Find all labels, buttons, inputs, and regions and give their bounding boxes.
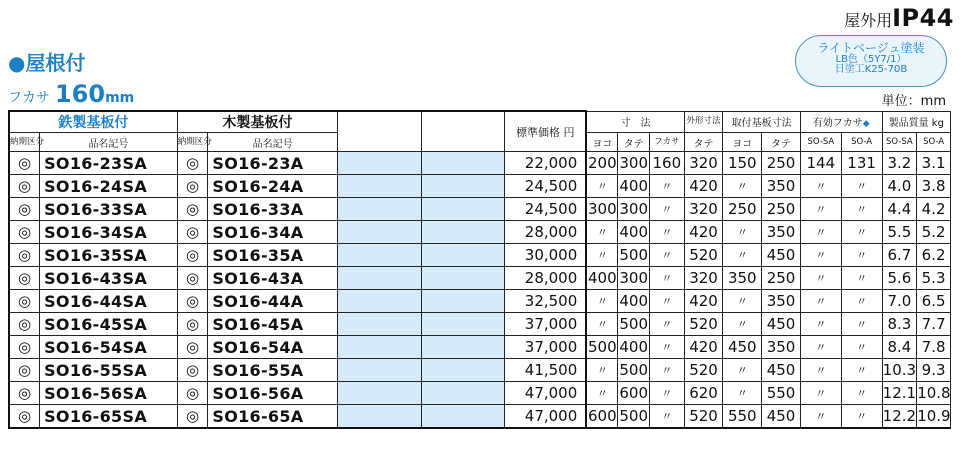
weight-sa-cell: 4.0 — [882, 175, 917, 198]
blank-cell — [421, 336, 505, 359]
mount-width-cell: 〃 — [723, 313, 762, 336]
mount-width-cell: 450 — [723, 336, 762, 359]
weight-a-cell: 10.8 — [917, 382, 951, 405]
height-cell: 300 — [618, 198, 650, 221]
price-cell: 37,000 — [505, 336, 587, 359]
eff-depth-a-cell: 〃 — [841, 313, 882, 336]
depth-cell: 〃 — [650, 267, 685, 290]
blank-cell — [421, 359, 505, 382]
eff-depth-sa-cell: 〃 — [800, 244, 841, 267]
height-cell: 600 — [618, 382, 650, 405]
sub-eff-sa: SO-SA — [800, 133, 841, 152]
depth-cell: 160 — [650, 152, 685, 175]
eff-depth-sa-cell: 〃 — [800, 382, 841, 405]
width-cell: 〃 — [586, 313, 618, 336]
eff-depth-sa-cell: 〃 — [800, 359, 841, 382]
weight-a-cell: 3.1 — [917, 152, 951, 175]
height-cell: 500 — [618, 405, 650, 429]
eff-depth-sa-cell: 〃 — [800, 267, 841, 290]
product-code-steel: SO16-44SA — [40, 290, 178, 313]
product-code-steel: SO16-24SA — [40, 175, 178, 198]
ctrl-steel-cell: ◎ — [9, 267, 40, 290]
price-cell: 30,000 — [505, 244, 587, 267]
product-code-steel: SO16-35SA — [40, 244, 178, 267]
price-cell: 47,000 — [505, 405, 587, 429]
ctrl-steel-cell: ◎ — [9, 198, 40, 221]
eff-depth-a-cell: 〃 — [841, 405, 882, 429]
table-row — [9, 221, 951, 244]
ctrl-wood-cell: ◎ — [177, 152, 208, 175]
badge-color-code: LB色（5Y7/1） — [835, 53, 907, 65]
weight-a-cell: 5.2 — [917, 221, 951, 244]
outer-height-cell: 420 — [684, 336, 723, 359]
header-row-1 — [9, 111, 951, 133]
height-cell: 500 — [618, 244, 650, 267]
product-code-steel: SO16-65SA — [40, 405, 178, 429]
mount-width-cell: 150 — [723, 152, 762, 175]
ctrl-steel-cell: ◎ — [9, 152, 40, 175]
ip-rating-header — [844, 4, 954, 32]
depth-cell: 〃 — [650, 221, 685, 244]
weight-sa-cell: 10.3 — [882, 359, 917, 382]
blank-cell — [337, 382, 421, 405]
ctrl-steel-cell: ◎ — [9, 221, 40, 244]
depth-value: 160 — [54, 80, 106, 108]
sub-fukasa: フカサ — [650, 133, 685, 152]
eff-depth-sa-cell: 〃 — [800, 198, 841, 221]
weight-a-cell: 7.8 — [917, 336, 951, 359]
blank-header-1 — [337, 111, 421, 152]
eff-depth-a-cell: 〃 — [841, 359, 882, 382]
mount-width-cell: 〃 — [723, 359, 762, 382]
ctrl-steel-cell: ◎ — [9, 244, 40, 267]
depth-cell: 〃 — [650, 290, 685, 313]
product-table — [8, 110, 951, 429]
blank-cell — [421, 382, 505, 405]
blank-cell — [421, 244, 505, 267]
weight-sa-cell: 8.4 — [882, 336, 917, 359]
price-cell: 47,000 — [505, 382, 587, 405]
outer-height-cell: 320 — [684, 152, 723, 175]
eff-depth-sa-cell: 〃 — [800, 405, 841, 429]
weight-a-cell: 6.5 — [917, 290, 951, 313]
ctrl-wood-cell: ◎ — [177, 336, 208, 359]
price-cell: 37,000 — [505, 313, 587, 336]
blank-cell — [421, 290, 505, 313]
width-cell: 600 — [586, 405, 618, 429]
blank-cell — [421, 313, 505, 336]
outer-height-cell: 420 — [684, 221, 723, 244]
depth-heading — [8, 80, 134, 108]
weight-sa-cell: 12.1 — [882, 382, 917, 405]
product-code-wood: SO16-34A — [208, 221, 338, 244]
sub-yoko: ヨコ — [586, 133, 618, 152]
weight-sa-cell: 8.3 — [882, 313, 917, 336]
ctrl-wood-cell: ◎ — [177, 405, 208, 429]
mount-height-cell: 450 — [762, 244, 801, 267]
price-cell: 24,500 — [505, 198, 587, 221]
diamond-icon: ◆ — [862, 119, 870, 130]
outer-height-cell: 520 — [684, 405, 723, 429]
unit-note: 単位：mm — [881, 94, 946, 109]
eff-depth-sa-cell: 〃 — [800, 336, 841, 359]
ctrl-steel-header: 納期区分 — [9, 133, 40, 152]
mount-width-cell: 〃 — [723, 290, 762, 313]
dims-header: 寸 法 — [586, 111, 684, 133]
blank-cell — [337, 405, 421, 429]
product-code-steel: SO16-34SA — [40, 221, 178, 244]
blank-cell — [421, 405, 505, 429]
blank-cell — [337, 336, 421, 359]
eff-depth-a-cell: 〃 — [841, 221, 882, 244]
depth-cell: 〃 — [650, 382, 685, 405]
mount-height-cell: 250 — [762, 198, 801, 221]
sub-eff-a: SO-A — [841, 133, 882, 152]
blank-cell — [337, 221, 421, 244]
product-code-wood: SO16-56A — [208, 382, 338, 405]
blank-cell — [337, 313, 421, 336]
ctrl-wood-cell: ◎ — [177, 267, 208, 290]
group-wood: 木製基板付 — [177, 111, 337, 133]
ip-rating: IP44 — [892, 4, 954, 32]
ctrl-wood-header: 納期区分 — [177, 133, 208, 152]
weight-sa-cell: 6.7 — [882, 244, 917, 267]
code-steel-header: 品名記号 — [40, 133, 178, 152]
product-code-steel: SO16-56SA — [40, 382, 178, 405]
product-code-wood: SO16-24A — [208, 175, 338, 198]
blank-cell — [337, 175, 421, 198]
product-code-steel: SO16-45SA — [40, 313, 178, 336]
depth-cell: 〃 — [650, 244, 685, 267]
eff-depth-a-cell: 〃 — [841, 198, 882, 221]
mount-width-cell: 250 — [723, 198, 762, 221]
ctrl-steel-cell: ◎ — [9, 175, 40, 198]
weight-sa-cell: 4.4 — [882, 198, 917, 221]
outer-height-cell: 320 — [684, 267, 723, 290]
mount-height-cell: 350 — [762, 175, 801, 198]
height-cell: 500 — [618, 313, 650, 336]
outer-height-cell: 420 — [684, 290, 723, 313]
group-steel: 鉄製基板付 — [9, 111, 177, 133]
price-header: 標準価格 円 — [505, 111, 587, 152]
sub-mount-yoko: ヨコ — [723, 133, 762, 152]
price-cell: 41,500 — [505, 359, 587, 382]
sub-weight-a: SO-A — [917, 133, 951, 152]
height-cell: 400 — [618, 290, 650, 313]
width-cell: 〃 — [586, 359, 618, 382]
product-code-steel: SO16-43SA — [40, 267, 178, 290]
height-cell: 400 — [618, 336, 650, 359]
ctrl-wood-cell: ◎ — [177, 359, 208, 382]
outer-dims-header: 外形寸法 — [684, 111, 723, 133]
weight-a-cell: 5.3 — [917, 267, 951, 290]
weight-a-cell: 10.9 — [917, 405, 951, 429]
eff-depth-a-cell: 〃 — [841, 175, 882, 198]
ctrl-wood-cell: ◎ — [177, 313, 208, 336]
weight-sa-cell: 7.0 — [882, 290, 917, 313]
eff-depth-a-cell: 〃 — [841, 382, 882, 405]
outer-height-cell: 520 — [684, 313, 723, 336]
eff-depth-sa-cell: 〃 — [800, 290, 841, 313]
eff-depth-sa-cell: 144 — [800, 152, 841, 175]
ctrl-wood-cell: ◎ — [177, 175, 208, 198]
ctrl-steel-cell: ◎ — [9, 336, 40, 359]
price-cell: 22,000 — [505, 152, 587, 175]
product-code-steel: SO16-54SA — [40, 336, 178, 359]
price-cell: 32,500 — [505, 290, 587, 313]
ctrl-steel-cell: ◎ — [9, 405, 40, 429]
blank-cell — [421, 267, 505, 290]
eff-depth-a-cell: 〃 — [841, 336, 882, 359]
depth-unit: mm — [105, 90, 135, 106]
mount-height-cell: 450 — [762, 313, 801, 336]
blank-cell — [337, 198, 421, 221]
blank-cell — [421, 175, 505, 198]
table-row — [9, 175, 951, 198]
price-cell: 28,000 — [505, 221, 587, 244]
product-code-wood: SO16-55A — [208, 359, 338, 382]
outer-height-cell: 520 — [684, 359, 723, 382]
width-cell: 400 — [586, 267, 618, 290]
mount-height-cell: 250 — [762, 152, 801, 175]
depth-cell: 〃 — [650, 175, 685, 198]
product-code-wood: SO16-33A — [208, 198, 338, 221]
mount-height-cell: 350 — [762, 290, 801, 313]
ctrl-wood-cell: ◎ — [177, 221, 208, 244]
width-cell: 200 — [586, 152, 618, 175]
mount-width-cell: 〃 — [723, 244, 762, 267]
blank-header-2 — [421, 111, 505, 152]
table-row — [9, 359, 951, 382]
width-cell: 300 — [586, 198, 618, 221]
weight-sa-cell: 5.6 — [882, 267, 917, 290]
depth-label: フカサ — [8, 90, 50, 106]
product-code-wood: SO16-35A — [208, 244, 338, 267]
mount-width-cell: 550 — [723, 405, 762, 429]
outer-height-cell: 420 — [684, 175, 723, 198]
badge-paint-code: 日塗工K25-70B — [834, 64, 908, 76]
mount-width-cell: 〃 — [723, 175, 762, 198]
eff-depth-a-cell: 131 — [841, 152, 882, 175]
color-badge — [795, 35, 947, 87]
table-row — [9, 290, 951, 313]
product-code-wood: SO16-45A — [208, 313, 338, 336]
height-cell: 400 — [618, 175, 650, 198]
blank-cell — [337, 267, 421, 290]
weight-sa-cell: 5.5 — [882, 221, 917, 244]
price-cell: 24,500 — [505, 175, 587, 198]
environment-label: 屋外用 — [844, 11, 893, 30]
ctrl-wood-cell: ◎ — [177, 198, 208, 221]
mount-height-cell: 450 — [762, 405, 801, 429]
ctrl-wood-cell: ◎ — [177, 244, 208, 267]
height-cell: 300 — [618, 267, 650, 290]
mount-height-cell: 550 — [762, 382, 801, 405]
product-code-wood: SO16-54A — [208, 336, 338, 359]
blank-cell — [421, 221, 505, 244]
weight-header: 製品質量 kg — [882, 111, 950, 133]
sub-outer-tate: タテ — [684, 133, 723, 152]
width-cell: 〃 — [586, 221, 618, 244]
weight-a-cell: 7.7 — [917, 313, 951, 336]
sub-mount-tate: タテ — [762, 133, 801, 152]
code-wood-header: 品名記号 — [208, 133, 338, 152]
ctrl-steel-cell: ◎ — [9, 313, 40, 336]
weight-a-cell: 9.3 — [917, 359, 951, 382]
mount-height-cell: 250 — [762, 267, 801, 290]
depth-cell: 〃 — [650, 359, 685, 382]
width-cell: 〃 — [586, 244, 618, 267]
sub-weight-sa: SO-SA — [882, 133, 917, 152]
eff-depth-sa-cell: 〃 — [800, 175, 841, 198]
outer-height-cell: 620 — [684, 382, 723, 405]
height-cell: 300 — [618, 152, 650, 175]
table-row — [9, 405, 951, 429]
table-row — [9, 244, 951, 267]
mount-width-cell: 350 — [723, 267, 762, 290]
product-code-wood: SO16-65A — [208, 405, 338, 429]
mount-width-cell: 〃 — [723, 221, 762, 244]
ctrl-steel-cell: ◎ — [9, 382, 40, 405]
height-cell: 400 — [618, 221, 650, 244]
ctrl-steel-cell: ◎ — [9, 359, 40, 382]
weight-a-cell: 6.2 — [917, 244, 951, 267]
mount-height-cell: 350 — [762, 336, 801, 359]
table-row — [9, 198, 951, 221]
outer-height-cell: 320 — [684, 198, 723, 221]
mount-height-cell: 450 — [762, 359, 801, 382]
weight-a-cell: 3.8 — [917, 175, 951, 198]
mount-dims-header: 取付基板寸法 — [723, 111, 801, 133]
table-row — [9, 382, 951, 405]
depth-cell: 〃 — [650, 336, 685, 359]
product-code-steel: SO16-55SA — [40, 359, 178, 382]
blank-cell — [337, 359, 421, 382]
product-code-steel: SO16-33SA — [40, 198, 178, 221]
weight-sa-cell: 12.2 — [882, 405, 917, 429]
depth-cell: 〃 — [650, 313, 685, 336]
eff-depth-a-cell: 〃 — [841, 244, 882, 267]
eff-depth-sa-cell: 〃 — [800, 221, 841, 244]
weight-sa-cell: 3.2 — [882, 152, 917, 175]
ctrl-steel-cell: ◎ — [9, 290, 40, 313]
eff-depth-label: 有効フカサ — [812, 118, 863, 130]
blank-cell — [421, 152, 505, 175]
weight-a-cell: 4.2 — [917, 198, 951, 221]
outer-height-cell: 520 — [684, 244, 723, 267]
product-code-wood: SO16-23A — [208, 152, 338, 175]
eff-depth-a-cell: 〃 — [841, 267, 882, 290]
sub-tate: タテ — [618, 133, 650, 152]
height-cell: 500 — [618, 359, 650, 382]
blank-cell — [421, 198, 505, 221]
table-row — [9, 336, 951, 359]
eff-depth-header — [800, 111, 882, 133]
blank-cell — [337, 290, 421, 313]
width-cell: 〃 — [586, 175, 618, 198]
table-row — [9, 152, 951, 175]
width-cell: 〃 — [586, 382, 618, 405]
depth-cell: 〃 — [650, 405, 685, 429]
eff-depth-sa-cell: 〃 — [800, 313, 841, 336]
depth-cell: 〃 — [650, 198, 685, 221]
table-row — [9, 313, 951, 336]
width-cell: 〃 — [586, 290, 618, 313]
product-code-wood: SO16-43A — [208, 267, 338, 290]
mount-width-cell: 〃 — [723, 382, 762, 405]
ctrl-wood-cell: ◎ — [177, 382, 208, 405]
ctrl-wood-cell: ◎ — [177, 290, 208, 313]
blank-cell — [337, 244, 421, 267]
badge-title: ライトベージュ塗装 — [817, 41, 925, 55]
eff-depth-a-cell: 〃 — [841, 290, 882, 313]
section-title: ●屋根付 — [8, 51, 86, 75]
mount-height-cell: 350 — [762, 221, 801, 244]
price-cell: 28,000 — [505, 267, 587, 290]
table-row — [9, 267, 951, 290]
blank-cell — [337, 152, 421, 175]
product-code-wood: SO16-44A — [208, 290, 338, 313]
product-code-steel: SO16-23SA — [40, 152, 178, 175]
width-cell: 500 — [586, 336, 618, 359]
